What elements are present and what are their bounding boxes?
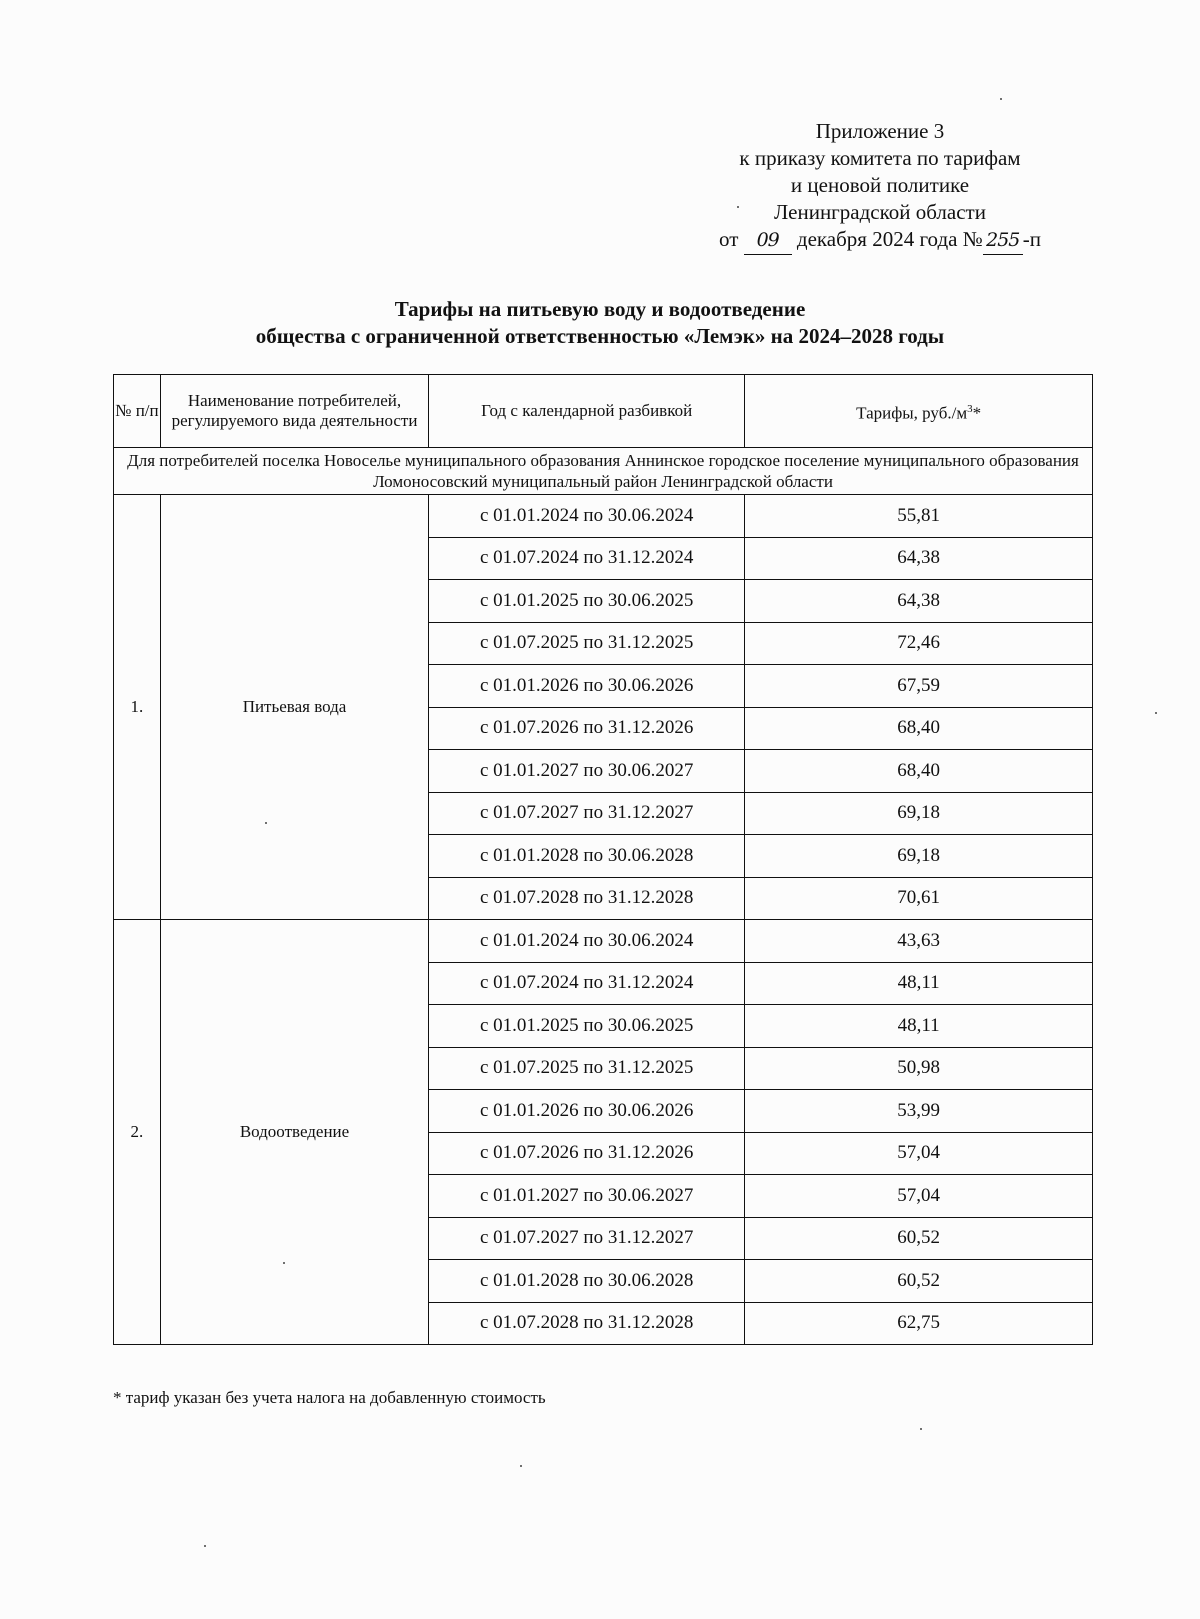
tariff-cell: 57,04	[745, 1175, 1093, 1218]
scan-speck	[737, 206, 739, 208]
group-row	[114, 448, 1093, 495]
header-tariff	[745, 375, 1093, 448]
period-cell: с 01.01.2024 по 30.06.2024	[429, 495, 745, 538]
tariff-cell: 67,59	[745, 665, 1093, 708]
tariff-cell: 64,38	[745, 580, 1093, 623]
period-cell: с 01.07.2027 по 31.12.2027	[429, 792, 745, 835]
scan-speck	[520, 1465, 522, 1467]
scan-speck	[265, 822, 267, 824]
table-header-row	[114, 375, 1093, 448]
tariff-cell: 68,40	[745, 707, 1093, 750]
footnote: * тариф указан без учета налога на добавленную стоимость	[113, 1388, 546, 1407]
table-row	[114, 920, 1093, 963]
date-prefix: от	[719, 227, 739, 251]
header-name: Наименование потребителей, регулируемого вида деятельности	[160, 375, 428, 448]
period-cell: с 01.07.2024 по 31.12.2024	[429, 537, 745, 580]
period-cell: с 01.01.2028 по 30.06.2028	[429, 1260, 745, 1303]
scan-speck	[1000, 98, 1002, 100]
period-cell: с 01.01.2026 по 30.06.2026	[429, 665, 745, 708]
tariff-cell: 48,11	[745, 962, 1093, 1005]
scan-speck	[204, 1545, 206, 1547]
tariff-cell: 69,18	[745, 835, 1093, 878]
scan-speck	[920, 1428, 922, 1430]
section-name: Водоотведение	[160, 920, 428, 1345]
header-tariff-star: *	[972, 403, 982, 423]
period-cell: с 01.07.2027 по 31.12.2027	[429, 1217, 745, 1260]
period-cell: с 01.01.2025 по 30.06.2025	[429, 1005, 745, 1048]
document-title	[100, 296, 1100, 350]
appendix-line-4: Ленинградской области	[774, 200, 986, 224]
tariff-cell: 57,04	[745, 1132, 1093, 1175]
section-number: 1.	[114, 495, 161, 920]
date-middle: декабря 2024 года №	[796, 227, 983, 251]
period-cell: с 01.01.2028 по 30.06.2028	[429, 835, 745, 878]
scan-speck	[1155, 712, 1157, 714]
tariff-cell: 60,52	[745, 1260, 1093, 1303]
table-row	[114, 495, 1093, 538]
tariff-cell: 69,18	[745, 792, 1093, 835]
header-tariff-label: Тарифы, руб./м	[856, 403, 968, 423]
period-cell: с 01.07.2024 по 31.12.2024	[429, 962, 745, 1005]
period-cell: с 01.07.2026 по 31.12.2026	[429, 707, 745, 750]
header-period: Год с календарной разбивкой	[429, 375, 745, 448]
period-cell: с 01.01.2025 по 30.06.2025	[429, 580, 745, 623]
header-tariff-sup: 3	[967, 402, 973, 415]
tariff-cell: 50,98	[745, 1047, 1093, 1090]
appendix-date-line	[690, 226, 1070, 255]
period-cell: с 01.01.2024 по 30.06.2024	[429, 920, 745, 963]
period-cell: с 01.07.2025 по 31.12.2025	[429, 1047, 745, 1090]
section-number: 2.	[114, 920, 161, 1345]
tariff-cell: 43,63	[745, 920, 1093, 963]
tariff-cell: 53,99	[745, 1090, 1093, 1133]
appendix-line-3: и ценовой политике	[790, 173, 970, 197]
appendix-block	[690, 118, 1070, 255]
period-cell: с 01.01.2026 по 30.06.2026	[429, 1090, 745, 1133]
tariff-cell: 72,46	[745, 622, 1093, 665]
tariff-table	[113, 374, 1093, 1345]
tariff-cell: 48,11	[745, 1005, 1093, 1048]
header-no: № п/п	[114, 375, 161, 448]
group-label: Для потребителей поселка Новоселье муниципального образования Аннинское городское поселение муниципального образования Ломоносовский муниципальный район Ленинградской области	[114, 448, 1093, 495]
title-line-2: общества с ограниченной ответственностью «Лемэк» на 2024–2028 годы	[255, 324, 945, 348]
tariff-cell: 60,52	[745, 1217, 1093, 1260]
tariff-cell: 68,40	[745, 750, 1093, 793]
tariff-cell: 62,75	[745, 1302, 1093, 1345]
scan-speck	[283, 1262, 285, 1264]
period-cell: с 01.07.2025 по 31.12.2025	[429, 622, 745, 665]
period-cell: с 01.01.2027 по 30.06.2027	[429, 1175, 745, 1218]
period-cell: с 01.01.2027 по 30.06.2027	[429, 750, 745, 793]
number-suffix: -п	[1022, 227, 1041, 251]
period-cell: с 01.07.2028 по 31.12.2028	[429, 1302, 745, 1345]
handwritten-number: 255	[983, 227, 1023, 255]
tariff-cell: 64,38	[745, 537, 1093, 580]
tariff-cell: 55,81	[745, 495, 1093, 538]
tariff-cell: 70,61	[745, 877, 1093, 920]
title-line-1: Тарифы на питьевую воду и водоотведение	[394, 297, 806, 321]
period-cell: с 01.07.2028 по 31.12.2028	[429, 877, 745, 920]
appendix-line-2: к приказу комитета по тарифам	[739, 146, 1021, 170]
handwritten-day: 09	[744, 227, 792, 255]
appendix-line-1: Приложение 3	[815, 119, 945, 143]
period-cell: с 01.07.2026 по 31.12.2026	[429, 1132, 745, 1175]
section-name: Питьевая вода	[160, 495, 428, 920]
